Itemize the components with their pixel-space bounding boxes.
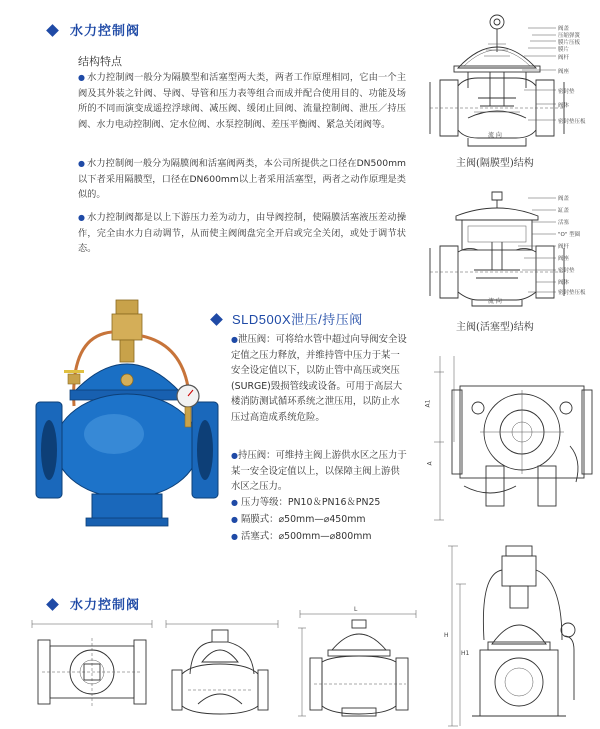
label-body: 阀体 — [558, 280, 570, 286]
sld500x-valve-illustration — [30, 296, 230, 546]
section-title: 水力控制阀 — [70, 24, 141, 39]
spec-piston-range: ● 活塞式：⌀500mm—⌀800mm — [231, 531, 372, 542]
relief-valve-description: ●泄压阀：可将给水管中超过向导阀安全设定值之压力释放，并维持管中压力于某一安全设定值以下，以防止管中高压或突压(SURGE)毁损管线或设备。可用于高层大楼消防测试循环系统之泄压用，以防止水压过高造成系统危险。 — [231, 334, 407, 423]
dim-label-A: A — [426, 461, 434, 466]
diaphragm-diagram-caption: 主阀(隔膜型)结构 — [456, 158, 534, 169]
dim-label-H: H — [444, 632, 449, 639]
spec-pressure-rating: ● 压力等级：PN10＆PN16＆PN25 — [231, 497, 381, 508]
bullet-icon: ● — [231, 498, 238, 507]
bullet-icon: ● — [78, 213, 86, 222]
side-view-dimension-drawing — [444, 540, 598, 729]
section2-bullet-icon — [46, 598, 59, 611]
bullet-icon: ● — [231, 515, 238, 524]
label-gasket-plate: 密封垫压板 — [558, 119, 586, 125]
side-view-svg — [444, 540, 598, 729]
structure-paragraph-1: ● 水力控制阀一般分为隔膜型和活塞型两大类，两者工作原理相同，它由一个主阀及其外装之针阀、导阀、导管和压力表等组合而成并配合使用目的、功能及场所的不同而演变成遥控浮球阀、减压阀、缓闭止回阀、流量控制阀、泄压／持压阀、水力电动控制阀、定水位阀、水泵控制阀、差压平衡阀、紧急关闭阀等。 — [78, 72, 407, 130]
bottom-pilot-valve-drawing — [162, 614, 282, 718]
label-diaphragm-plate: 膜片压板 — [558, 40, 581, 46]
bullet-icon: ● — [78, 159, 86, 168]
spec-list — [231, 494, 411, 545]
label-piston: 活塞 — [558, 220, 570, 226]
label-seat: 阀座 — [558, 256, 570, 262]
piston-diagram-caption: 主阀(活塞型)结构 — [456, 322, 534, 333]
bottom-side-view-svg — [296, 608, 420, 722]
label-body: 阀体 — [558, 103, 570, 109]
label-spring: 压缩弹簧 — [558, 33, 581, 39]
section2-title: 水力控制阀 — [70, 598, 141, 613]
label-stem: 阀杆 — [558, 55, 570, 61]
label-cylinder-cover: 缸盖 — [558, 208, 570, 214]
label-bonnet: 阀盖 — [558, 26, 570, 32]
label-gasket: 密封垫 — [558, 89, 575, 95]
dim-label-A1: A1 — [424, 399, 432, 408]
dim-label-L: L — [354, 606, 358, 613]
label-diaphragm: 膜片 — [558, 47, 570, 53]
product-photo — [30, 296, 230, 546]
bottom-top-view-svg — [28, 618, 156, 718]
structure-paragraph-3: ● 水力控制阀都是以上下游压力差为动力，由导阀控制，使隔膜活塞液压差动操作，完全由水力自动调节，从而使主阀阀盘完全开启或完全关闭，或处于调节状态。 — [78, 212, 407, 255]
piston-structure-diagram — [428, 186, 598, 316]
dim-label-H1: H1 — [461, 650, 470, 657]
bullet-icon: ● — [231, 335, 238, 344]
product-title: SLD500X泄压/持压阀 — [232, 312, 363, 327]
label-bonnet: 阀盖 — [558, 196, 570, 202]
label-gasket-plate: 密封垫压板 — [558, 290, 586, 296]
flow-direction-label: 流 向 — [488, 132, 502, 139]
sustain-valve-description: ●持压阀：可维持主阀上游供水区之压力于某一安全设定值以上，以保障主阀上游供水区之压力。 — [231, 450, 407, 493]
label-gasket: 密封垫 — [558, 268, 575, 274]
structure-paragraph-2: ● 水力控制阀一般分为隔膜阀和活塞阀两类，本公司所提供之口径在DN500mm以下者采用隔膜型，口径在DN600mm以上者采用活塞型，两者之动作原理是类似的。 — [78, 158, 406, 201]
bullet-icon: ● — [78, 73, 86, 82]
bullet-icon: ● — [231, 532, 238, 541]
top-view-svg — [420, 350, 598, 528]
spec-diaphragm-range: ● 隔膜式：⌀50mm—⌀450mm — [231, 514, 366, 525]
diaphragm-structure-diagram — [428, 8, 598, 168]
bottom-pilot-valve-svg — [162, 614, 282, 718]
bottom-side-view-drawing — [296, 608, 420, 722]
bottom-top-view-drawing — [28, 618, 156, 718]
flow-direction-label: 流 向 — [488, 298, 502, 305]
label-seat: 阀座 — [558, 69, 570, 75]
section-subtitle: 结构特点 — [78, 55, 122, 68]
bullet-icon: ● — [231, 451, 238, 460]
label-stem: 阀杆 — [558, 244, 570, 250]
section-bullet-icon — [46, 24, 59, 37]
label-o-ring: "O" 型圈 — [558, 232, 581, 238]
top-view-dimension-drawing — [420, 350, 598, 528]
